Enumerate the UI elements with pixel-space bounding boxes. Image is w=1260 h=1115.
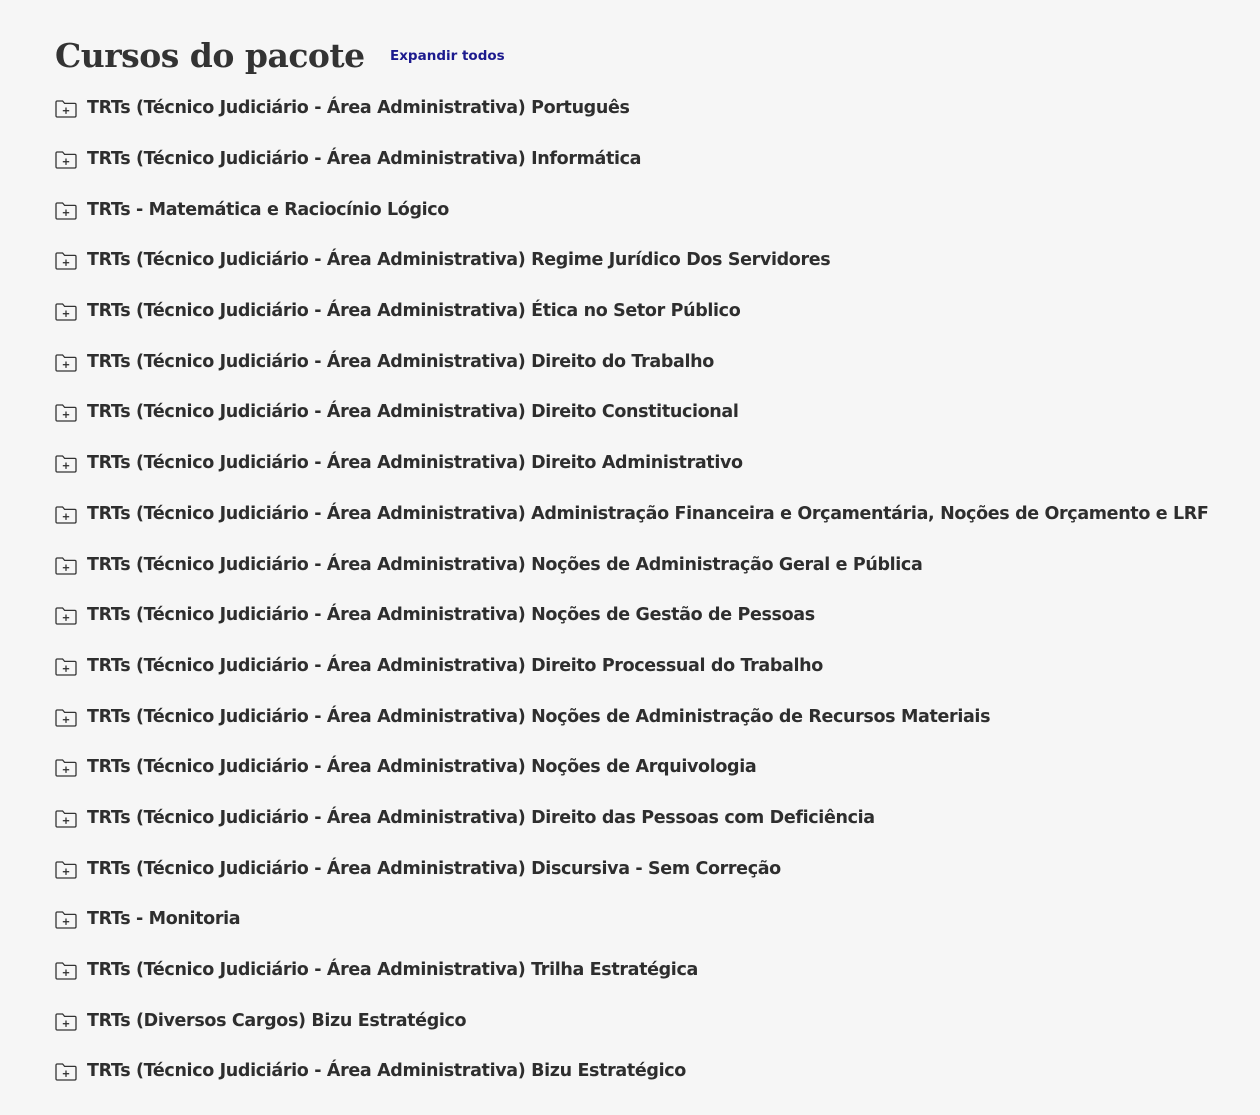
course-item[interactable] — [55, 336, 1235, 387]
course-label: TRTs (Técnico Judiciário - Área Administrativa) Noções de Administração Geral e Pública — [87, 554, 923, 575]
course-item[interactable] — [55, 539, 1235, 590]
course-item[interactable] — [55, 995, 1235, 1046]
course-label: TRTs (Técnico Judiciário - Área Administrativa) Bizu Estratégico — [87, 1061, 686, 1082]
expand-all-button[interactable]: Expandir todos — [390, 48, 505, 64]
folder-plus-icon — [55, 354, 77, 372]
course-label: TRTs (Técnico Judiciário - Área Administrativa) Noções de Gestão de Pessoas — [87, 605, 815, 626]
course-item[interactable] — [55, 387, 1235, 438]
folder-plus-icon — [55, 962, 77, 980]
course-item[interactable] — [55, 590, 1235, 641]
folder-plus-icon — [55, 557, 77, 575]
page-header — [55, 33, 365, 79]
course-item[interactable] — [55, 641, 1235, 692]
course-label: TRTs - Monitoria — [87, 909, 241, 930]
folder-plus-icon — [55, 1013, 77, 1031]
course-item[interactable] — [55, 691, 1235, 742]
course-label: TRTs (Técnico Judiciário - Área Administrativa) Direito Constitucional — [87, 402, 739, 423]
course-label: TRTs (Técnico Judiciário - Área Administrativa) Direito das Pessoas com Deficiência — [87, 807, 875, 828]
course-item[interactable] — [55, 184, 1235, 235]
course-label: TRTs (Técnico Judiciário - Área Administrativa) Administração Financeira e Orçamentária, Noções de Orçamento e LRF — [87, 503, 1209, 524]
folder-plus-icon — [55, 100, 77, 118]
folder-plus-icon — [55, 455, 77, 473]
folder-plus-icon — [55, 658, 77, 676]
folder-plus-icon — [55, 202, 77, 220]
course-item[interactable] — [55, 1046, 1235, 1097]
folder-plus-icon — [55, 506, 77, 524]
folder-plus-icon — [55, 759, 77, 777]
course-item[interactable] — [55, 286, 1235, 337]
course-label: TRTs (Técnico Judiciário - Área Administrativa) Noções de Administração de Recursos Materiais — [87, 706, 991, 727]
course-item[interactable] — [55, 83, 1235, 134]
course-label: TRTs - Matemática e Raciocínio Lógico — [87, 199, 449, 220]
course-label: TRTs (Técnico Judiciário - Área Administrativa) Ética no Setor Público — [87, 301, 741, 322]
course-item[interactable] — [55, 793, 1235, 844]
course-label: TRTs (Técnico Judiciário - Área Administrativa) Regime Jurídico Dos Servidores — [87, 250, 831, 271]
folder-plus-icon — [55, 151, 77, 169]
folder-plus-icon — [55, 252, 77, 270]
course-label: TRTs (Técnico Judiciário - Área Administrativa) Noções de Arquivologia — [87, 757, 757, 778]
course-item[interactable] — [55, 438, 1235, 489]
course-label: TRTs (Técnico Judiciário - Área Administrativa) Direito Administrativo — [87, 453, 743, 474]
folder-plus-icon — [55, 607, 77, 625]
folder-plus-icon — [55, 810, 77, 828]
course-label: TRTs (Técnico Judiciário - Área Administrativa) Trilha Estratégica — [87, 960, 698, 981]
course-label: TRTs (Técnico Judiciário - Área Administrativa) Português — [87, 98, 630, 119]
course-item[interactable] — [55, 742, 1235, 793]
folder-plus-icon — [55, 709, 77, 727]
course-label: TRTs (Técnico Judiciário - Área Administrativa) Discursiva - Sem Correção — [87, 858, 781, 879]
folder-plus-icon — [55, 1063, 77, 1081]
course-item[interactable] — [55, 894, 1235, 945]
course-label: TRTs (Diversos Cargos) Bizu Estratégico — [87, 1010, 467, 1031]
page-title: Cursos do pacote — [55, 36, 365, 75]
course-item[interactable] — [55, 489, 1235, 540]
course-item[interactable] — [55, 235, 1235, 286]
course-item[interactable] — [55, 843, 1235, 894]
course-label: TRTs (Técnico Judiciário - Área Administrativa) Informática — [87, 149, 642, 170]
course-label: TRTs (Técnico Judiciário - Área Administrativa) Direito Processual do Trabalho — [87, 655, 823, 676]
folder-plus-icon — [55, 303, 77, 321]
course-item[interactable] — [55, 134, 1235, 185]
course-item[interactable] — [55, 945, 1235, 996]
course-label: TRTs (Técnico Judiciário - Área Administrativa) Direito do Trabalho — [87, 351, 714, 372]
course-list — [55, 83, 1235, 1097]
folder-plus-icon — [55, 861, 77, 879]
folder-plus-icon — [55, 404, 77, 422]
folder-plus-icon — [55, 911, 77, 929]
